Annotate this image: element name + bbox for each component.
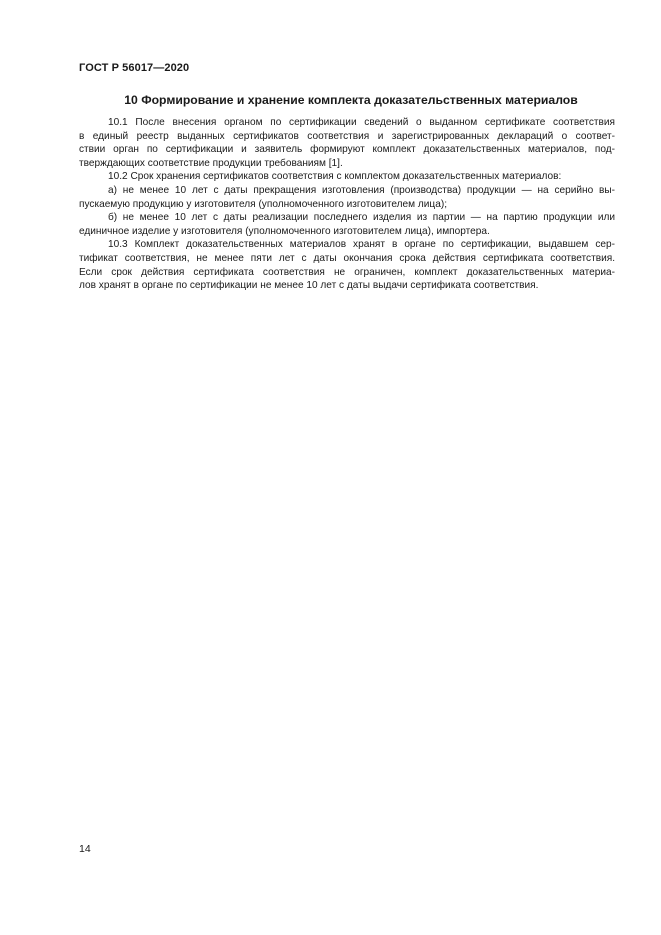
text-line: лов хранят в органе по сертификации не менее 10 лет с даты выдачи сертификата соответствия. [79,280,539,292]
standard-id-header: ГОСТ Р 56017—2020 [79,62,190,74]
page-number: 14 [79,843,91,855]
text-line: 10.3 Комплект доказательственных материалов хранят в органе по сертификации, выдавшем сер- [108,239,615,251]
section-body [79,116,615,293]
paragraph-10-3 [79,238,615,292]
text-line: тверждающих соответствие продукции требованиям [1]. [79,157,343,169]
text-line: в единый реестр выданных сертификатов соответствия и зарегистрированных деклараций о соответ- [79,130,615,142]
text-line: единичное изделие у изготовителя (уполномоченного изготовителем лица), импортера. [79,225,490,237]
paragraph-10-2-a [79,184,615,211]
paragraph-10-1 [79,116,615,170]
text-line: Если срок действия сертификата соответствия не ограничен, комплект доказательственных материа- [79,266,615,278]
text-line: пускаемую продукцию у изготовителя (уполномоченного изготовителем лица); [79,198,447,210]
text-line: 10.2 Срок хранения сертификатов соответствия с комплектом доказательственных материалов: [108,171,562,183]
paragraph-10-2 [79,170,615,184]
paragraph-10-2-b [79,211,615,238]
text-line: а) не менее 10 лет с даты прекращения изготовления (производства) продукции — на серийно вы- [108,184,615,196]
section-title: 10 Формирование и хранение комплекта доказательственных материалов [124,93,578,107]
text-line: ствии орган по сертификации и заявитель формируют комплект доказательственных материалов, под- [79,144,615,156]
text-line: тификат соответствия, не менее пяти лет с даты окончания срока действия сертификата соответствия. [79,252,615,264]
text-line: б) не менее 10 лет с даты реализации последнего изделия из партии — на партию продукции или [108,212,615,224]
text-line: 10.1 После внесения органом по сертификации сведений о выданном сертификате соответствия [108,117,615,128]
